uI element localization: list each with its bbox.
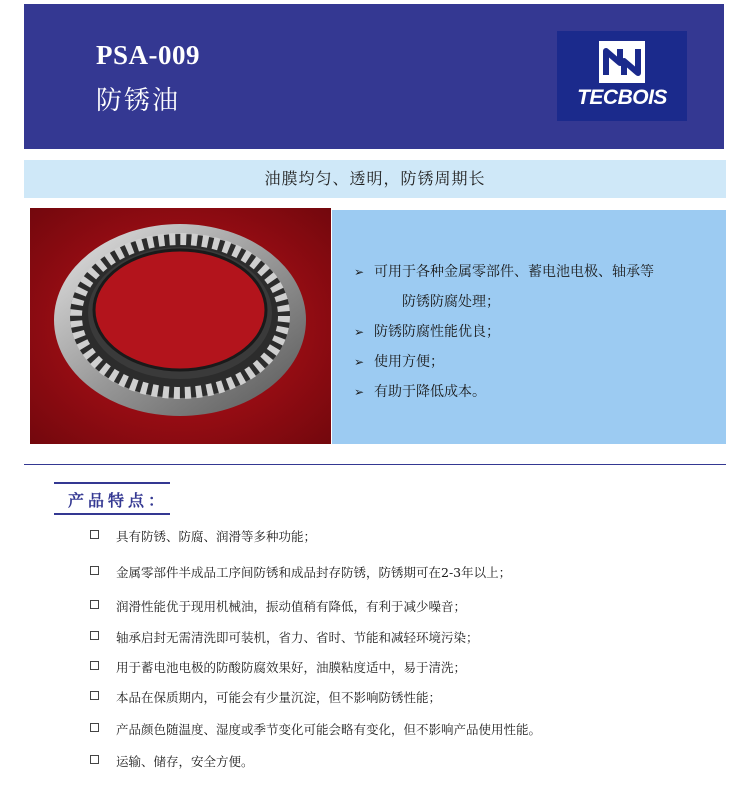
arrow-bullet-icon: ➢: [354, 355, 365, 369]
arrow-bullet-icon: ➢: [354, 385, 365, 399]
divider: [24, 464, 726, 465]
benefits-panel: [332, 210, 726, 444]
benefit-item-continued: 防锈防腐处理；: [402, 294, 500, 310]
product-name: 防锈油: [96, 86, 181, 116]
feature-item: 运输、储存，安全方便。: [116, 752, 254, 770]
header-banner: [24, 4, 724, 149]
tagline: 油膜均匀、透明，防锈周期长: [24, 160, 726, 198]
arrow-bullet-icon: ➢: [354, 265, 365, 279]
features-heading: [54, 482, 170, 516]
tecbois-logo-icon: [599, 41, 645, 83]
brand-name: TECBOIS: [577, 86, 667, 109]
benefit-item: ➢ 使用方便；: [354, 354, 444, 370]
feature-item: 具有防锈、防腐、润滑等多种功能；: [116, 527, 316, 545]
checkbox-square-icon: [90, 530, 99, 539]
bearing-photo: [30, 208, 331, 444]
benefit-item: ➢ 有助于降低成本。: [354, 384, 486, 400]
benefit-item: ➢ 防锈防腐性能优良；: [354, 324, 500, 340]
brand-logo: [557, 31, 687, 121]
checkbox-square-icon: [90, 691, 99, 700]
checkbox-square-icon: [90, 723, 99, 732]
checkbox-square-icon: [90, 600, 99, 609]
features-title: 产品特点：: [68, 491, 169, 510]
arrow-bullet-icon: ➢: [354, 325, 365, 339]
checkbox-square-icon: [90, 755, 99, 764]
checkbox-square-icon: [90, 566, 99, 575]
feature-item: 产品颜色随温度、湿度或季节变化可能会略有变化，但不影响产品使用性能。: [116, 720, 541, 738]
feature-item: 金属零部件半成品工序间防锈和成品封存防锈，防锈期可在2-3年以上；: [116, 563, 511, 581]
product-code: PSA-009: [96, 40, 200, 70]
benefit-item: ➢ 可用于各种金属零部件、蓄电池电极、轴承等: [354, 264, 654, 280]
checkbox-square-icon: [90, 631, 99, 640]
checkbox-square-icon: [90, 661, 99, 670]
heading-rule-top: [54, 482, 170, 484]
heading-rule-bottom: [54, 513, 170, 515]
feature-item: 用于蓄电池电极的防酸防腐效果好，油膜粘度适中，易于清洗；: [116, 658, 466, 676]
feature-item: 润滑性能优于现用机械油，振动值稍有降低，有利于减少噪音；: [116, 597, 466, 615]
feature-item: 轴承启封无需清洗即可装机，省力、省时、节能和减轻环境污染；: [116, 628, 479, 646]
feature-item: 本品在保质期内，可能会有少量沉淀，但不影响防锈性能；: [116, 688, 441, 706]
